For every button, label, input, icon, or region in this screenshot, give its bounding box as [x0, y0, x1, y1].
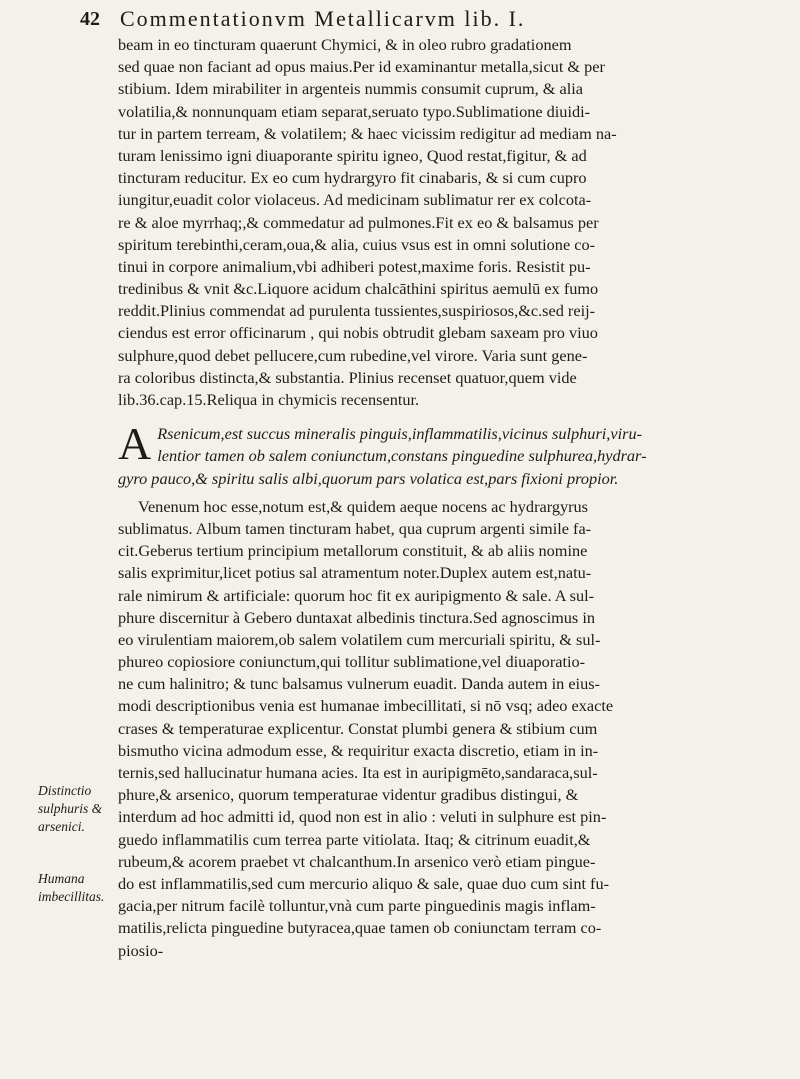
paragraph-1-line: reddit.Plinius commendat ad purulenta tussientes,suspiriosos,&c.sed reij-	[118, 301, 596, 321]
paragraph-1-line: sed quae non faciant ad opus maius.Per id examinantur metalla,sicut & per	[118, 57, 605, 77]
paragraph-3-line: phure,& arsenico, quorum temperaturae videntur gradibus distingui, &	[118, 785, 579, 805]
paragraph-3-line: crases & temperaturae explicentur. Constat plumbi genera & stibium cum	[118, 718, 598, 738]
paragraph-3-line: phureo copiosiore coniunctum,qui tollitur sublimatione,vel diuaporatio-	[118, 652, 586, 672]
paragraph-1-line: re & aloe myrrhaq;,& commedatur ad pulmones.Fit ex eo & balsamus per	[118, 212, 599, 232]
paragraph-1-line: tur in partem terream, & volatilem; & haec vicissim redigitur ad mediam na-	[118, 123, 617, 143]
paragraph-2-definition	[118, 418, 778, 490]
margin-note-distinctio: Distinctio sulphuris & arsenici.	[38, 783, 103, 834]
paragraph-2-line: Rsenicum,est succus mineralis pinguis,inflammatilis,vicinus sulphuri,viru-	[157, 424, 643, 444]
body-text	[118, 34, 778, 962]
paragraph-1-line: lib.36.cap.15.Reliqua in chymicis recensentur.	[118, 390, 420, 409]
paragraph-3-line: cit.Geberus tertium principium metallorum constituit, & ab aliis nomine	[118, 541, 588, 561]
page-number: 42	[80, 8, 100, 30]
paragraph-1-line: volatilia,& nonnunquam etiam separat,seruato typo.Sublimatione diuidi-	[118, 101, 591, 121]
paragraph-3-line: interdum ad hoc admitti id, quod non est in alio : veluti in sulphure est pin-	[118, 807, 607, 827]
paragraph-2-line: lentior tamen ob salem coniunctum,constans pinguedine sulphurea,hydrar-	[157, 446, 647, 466]
paragraph-3-line: ternis,sed hallucinatur humana acies. Ita est in auripigmēto,sandaraca,sul-	[118, 763, 598, 782]
running-title: Commentationvm Metallicarvm lib. I.	[120, 6, 526, 31]
paragraph-2-line: gyro pauco,& spiritu salis albi,quorum pars volatica est,pars fixioni propior.	[118, 468, 619, 488]
paragraph-1-line: stibium. Idem mirabiliter in argenteis nummis consumit cuprum, & alia	[118, 79, 583, 99]
paragraph-1-line: ciendus est error officinarum , qui nobis obtrudit glebam saxeam pro viuo	[118, 323, 598, 343]
paragraph-3-line: do est inflammatilis,sed cum mercurio aliquo & sale, quae duo cum sint fu-	[118, 873, 610, 893]
paragraph-3-line: matilis,relicta pinguedine butyracea,quae tamen ob coniunctam terram co-	[118, 918, 602, 938]
paragraph-1-line: turam lenissimo igni diuaporante spiritu igneo, Quod restat,figitur, & ad	[118, 145, 587, 165]
paragraph-3-line: Venenum hoc esse,notum est,& quidem aeque nocens ac hydrargyrus	[138, 496, 589, 516]
paragraph-3-line: phure discernitur à Gebero duntaxat albedinis tinctura.Sed agnoscimus in	[118, 607, 595, 627]
paragraph-1-line: tincturam reducitur. Ex eo cum hydrargyro fit cinabaris, & si cum cupro	[118, 168, 587, 188]
drop-cap: A	[118, 418, 152, 470]
paragraph-3-line: eo virulentiam maiorem,ob salem volatilem cum mercuriali spiritu, & sul-	[118, 629, 601, 649]
paragraph-1-line: spiritum terebinthi,ceram,oua,& alia, cuius vsus est in omni solutione co-	[118, 234, 596, 254]
paragraph-3-line: sublimatus. Album tamen tincturam habet, qua cuprum argenti simile fa-	[118, 518, 592, 538]
paragraph-3-line: salis exprimitur,licet potius sal atramentum noter.Duplex autem est,natu-	[118, 563, 592, 583]
paragraph-1-line: beam in eo tincturam quaerunt Chymici, & in oleo rubro gradationem	[118, 35, 572, 54]
paragraph-1	[118, 34, 778, 411]
margin-note-humana: Humana imbecillitas.	[38, 871, 105, 904]
paragraph-3-line: piosio-	[118, 940, 164, 960]
paragraph-1-line: tredinibus & vnit &c.Liquore acidum chalcāthini spiritus aemulū ex fumo	[118, 279, 599, 299]
paragraph-3-line: bismutho vicina admodum esse, & requiritur exacta discretio, etiam in in-	[118, 740, 599, 760]
paragraph-3-line: gacia,per nitrum facilè tolluntur,vnà cum parte pinguedinis magis inflam-	[118, 896, 596, 916]
paragraph-3-line: rale nimirum & artificiale: quorum hoc fit ex auripigmento & sale. A sul-	[118, 585, 595, 605]
page-header	[80, 4, 770, 34]
paragraph-1-line: ra coloribus distincta,& substantia. Plinius recenset quatuor,quem vide	[118, 367, 577, 387]
paragraph-3-line: modi descriptionibus venia est humanae imbecillitati, si nō vsq; adeo exacte	[118, 696, 614, 716]
paragraph-3-line: guedo inflammatilis cum terrea parte vitiolata. Itaq; & citrinum euadit,&	[118, 829, 591, 849]
paragraph-3-line: ne cum halinitro; & tunc balsamus vulnerum euadit. Danda autem in eius-	[118, 674, 600, 694]
paragraph-3	[118, 496, 778, 962]
paragraph-3-line: rubeum,& acorem praebet vt chalcanthum.In arsenico verò etiam pingue-	[118, 851, 596, 871]
paragraph-1-line: tinui in corpore animalium,vbi adhiberi potest,maxime foris. Resistit pu-	[118, 256, 591, 276]
paragraph-1-line: iungitur,euadit color violaceus. Ad medicinam sublimatur rer ex colcota-	[118, 190, 592, 210]
paragraph-1-line: sulphure,quod debet pellucere,cum rubedine,vel virore. Varia sunt gene-	[118, 345, 588, 365]
